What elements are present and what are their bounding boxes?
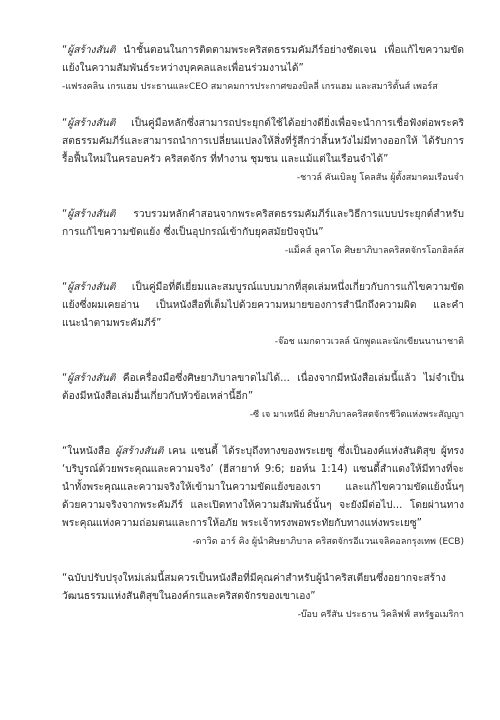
- endorsement-quote: [62, 279, 464, 333]
- quote-text: คือเครื่องมือซึ่งศิษยาภิบาลขาดไม่ได้... เนื่องจากมีหนังสือเล่มนี้แล้ว ไม่จำเป็นต้องมีหนังสือเล่มอื่นเกี่ยวกับหัวข้อเหล่านี้อีก”: [62, 373, 464, 402]
- endorsement-quote: [62, 206, 464, 242]
- quote-open: “: [62, 118, 68, 129]
- endorsement-attribution: -ดาวิด อาร์ คิง ผู้นำศิษยาภิบาล คริสตจักรอีแวนเจลิคอลกรุงเทพ (ECB): [192, 537, 464, 547]
- endorsement-quote: [62, 115, 464, 169]
- book-title: ผู้สร้างสันติ: [115, 446, 164, 457]
- endorsement-quote: [62, 570, 464, 606]
- book-title: ผู้สร้างสันติ: [67, 373, 116, 384]
- endorsement-attribution: -แม็คส์ ลูคาโด ศิษยาภิบาลคริสตจักรโอกฮิลล์ส: [284, 246, 464, 256]
- endorsement-attribution: -ซี เจ มาเหนีย์ ศิษยาภิบาลคริสตจักรชีวิตแห่งพระสัญญา: [249, 410, 464, 420]
- endorsement-attribution: -แฟรงคลิน เกรแฮม ประธานและCEO สมาคมการประกาศของบิลลี่ เกรแฮม และสมาริตั้นส์ เพอร์ส: [62, 82, 438, 92]
- quote-text: เป็นคู่มือหลักซึ่งสามารถประยุกต์ใช้ได้อย่างดียิ่งเพื่อจะนำการเชื่อฟังต่อพระคริสตธรรมคัมภีร์และสามารถนำการเปลี่ยนแปลงให้สิ่งที่รู้สึกว่าสิ้นหวังไม่มีทางออกให้ ได้รับการรื้อฟื้นใหม่ในครอบครัว คริสตจักร ที่ทำงาน ชุมชน และแม้แต่ในเรือนจำได้”: [62, 118, 464, 165]
- endorsement-attribution: -บ๊อบ ครีสัน ประธาน วิคลิฟฟ์ สหรัฐอเมริกา: [297, 610, 464, 620]
- endorsement-attribution: -ชาวล์ คันเบิลยู โคลสัน ผู้ตั้งสมาคมเรือนจำ: [296, 173, 464, 183]
- endorsement: [62, 370, 464, 423]
- quote-open: “: [62, 373, 68, 384]
- endorsement: [62, 570, 464, 623]
- quote-open: “: [62, 282, 68, 293]
- quote-text: เป็นคู่มือที่ดีเยี่ยมและสมบูรณ์แบบมากที่สุดเล่มหนึ่งเกี่ยวกับการแก้ไขความขัดแย้งซึ่งผมเคยอ่าน เป็นหนังสือที่เต็มไปด้วยความหมายของการสำนึกถึงความผิด และคำแนะนำตามพระคัมภีร์”: [62, 282, 464, 329]
- endorsement: [62, 115, 464, 186]
- book-title: ผู้สร้างสันติ: [67, 282, 116, 293]
- quote-open: “: [62, 45, 68, 56]
- endorsement-quote: [62, 42, 464, 78]
- endorsement-quote: [62, 443, 464, 533]
- book-title: ผู้สร้างสันติ: [67, 209, 116, 220]
- endorsement: [62, 279, 464, 350]
- quote-open: “: [62, 209, 68, 220]
- endorsement: [62, 443, 464, 550]
- quote-open: “ในหนังสือ: [62, 446, 116, 457]
- book-title: ผู้สร้างสันติ: [67, 45, 116, 56]
- book-title: ผู้สร้างสันติ: [67, 118, 116, 129]
- endorsement-quote: [62, 370, 464, 406]
- quote-text: รวบรวมหลักคำสอนจากพระคริสตธรรมคัมภีร์และวิธีการแบบประยุกต์สำหรับการแก้ไขความขัดแย้ง ซึ่งเป็นอุปกรณ์เข้ากับยุคสมัยปัจจุบัน”: [62, 209, 464, 238]
- endorsement-attribution: -จ๊อช แมกดาวเวลล์ นักพูดและนักเขียนนานาชาติ: [274, 337, 464, 347]
- quote-text: นำชั้นตอนในการติดตามพระคริสตธรรมคัมภีร์อย่างชัดเจน เพื่อแก้ไขความขัดแย้งในความสัมพันธ์ระหว่างบุคคลและเพื่อนร่วมงานได้”: [62, 45, 464, 74]
- quote-text: ฉบับปรับปรุงใหม่เล่มนี้สมควรเป็นหนังสือที่มีคุณค่าสำหรับผู้นำคริสเตียนซึ่งอยากจะสร้างวัฒนธรรมแห่งสันติสุขในองค์กรและคริสตจักรของเขาเอง”: [62, 573, 446, 602]
- quote-open: “: [62, 573, 68, 584]
- endorsement: [62, 42, 464, 95]
- endorsement: [62, 206, 464, 259]
- quote-text: เคน แซนดี้ ได้ระบุถึงทางของพระเยซู ซึ่งเป็นองค์แห่งสันติสุข ผู้ทรง ‘บริบูรณ์ด้วยพระคุณและความจริง’ (ฮีสายาห์ 9:6; ยอห์น 1:14) แซนดี้สำแดงให้มีทางที่จะนำทั้งพระคุณและความจริงให้เข้ามาในความขัดแย้งของเรา และแก้ไขความขัดแย้งนั้นๆ ด้วยความจริงจากพระคัมภีร์ และเปิดทางให้ความสัมพันธ์นั้นๆ จะยังมีต่อไป... โดยผ่านทางพระคุณแห่งความถ่อมตนและการให้อภัย พระเจ้าทรงพอพระทัยกับทางแห่งพระเยซู”: [62, 446, 464, 529]
